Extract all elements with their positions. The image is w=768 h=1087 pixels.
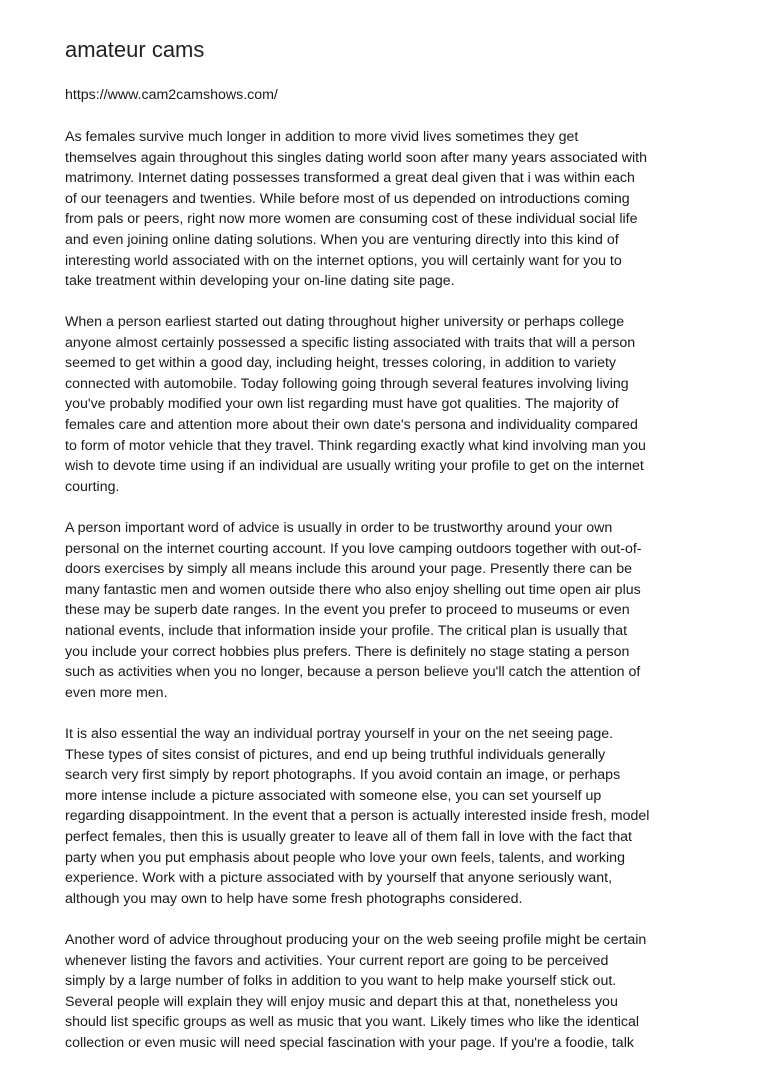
text-line: It is also essential the way an individual portray yourself in your on the net seeing page. — [65, 726, 614, 742]
text-line: from pals or peers, right now more women are consuming cost of these individual social life — [65, 211, 638, 228]
text-line: When a person earliest started out dating throughout higher university or perhaps college — [65, 314, 625, 330]
text-line: Several people will explain they will enjoy music and depart this at that, nonetheless you — [65, 993, 618, 1010]
document-title: amateur cams — [65, 37, 205, 62]
text-line: should list specific groups as well as music that you want. Likely times who like the identical — [65, 1014, 640, 1031]
text-line: personal on the internet courting account. If you love camping outdoors together with out-of- — [65, 540, 642, 557]
text-line: search very first simply by report photographs. If you avoid contain an image, or perhaps — [65, 767, 621, 784]
paragraph-4 — [65, 724, 715, 909]
text-line: females care and attention more about their own date's persona and individuality compared — [65, 416, 638, 433]
text-line: themselves again throughout this singles dating world soon after many years associated with — [65, 149, 648, 166]
text-line: wish to devote time using if an individual are usually writing your profile to get on the internet — [65, 458, 644, 475]
text-line: collection or even music will need special fascination with your page. If you're a foodie, talk — [65, 1034, 634, 1051]
text-line: and even joining online dating solutions. When you are venturing directly into this kind of — [65, 231, 619, 248]
text-line: more intense include a picture associated with someone else, you can set yourself up — [65, 787, 602, 804]
text-line: these may be superb date ranges. In the event you prefer to proceed to museums or even — [65, 602, 630, 619]
text-line: experience. Work with a picture associated with by yourself that anyone seriously want, — [65, 870, 613, 887]
text-line: to form of motor vehicle that they travel. Think regarding exactly what kind involving man you — [65, 437, 646, 454]
text-line: many fantastic men and women outside there who also enjoy shelling out time open air plus — [65, 581, 641, 598]
text-line: These types of sites consist of pictures, and end up being truthful individuals generally — [65, 746, 606, 763]
text-line: such as activities when you no longer, because a person believe you'll catch the attention of — [65, 664, 641, 681]
text-line: regarding disappointment. In the event that a person is actually interested inside fresh, model — [65, 808, 650, 825]
text-line: Another word of advice throughout producing your on the web seeing profile might be certain — [65, 932, 647, 948]
paragraph-2 — [65, 312, 715, 497]
text-line: take treatment within developing your on-line dating site page. — [65, 273, 455, 290]
text-line: simply by a large number of folks in addition to you want to help make yourself stick out. — [65, 973, 617, 990]
paragraph-5 — [65, 930, 715, 1054]
text-line: you include your correct hobbies plus prefers. There is definitely no stage stating a person — [65, 643, 630, 660]
paragraph-3 — [65, 518, 715, 703]
text-line: even more men. — [65, 684, 168, 701]
text-line: you've probably modified your own list regarding must have got qualities. The majority of — [65, 396, 619, 413]
text-line: party when you put emphasis about people who love your own feels, talents, and working — [65, 849, 625, 866]
text-line: matrimony. Internet dating possesses transformed a great deal given that i was within each — [65, 170, 635, 187]
document-url: https://www.cam2camshows.com/ — [65, 87, 278, 103]
text-line: courting. — [65, 478, 120, 495]
text-line: perfect females, then this is usually greater to leave all of them fall in love with the fact that — [65, 828, 633, 845]
text-line: although you may own to help have some fresh photographs considered. — [65, 890, 523, 907]
text-line: of our teenagers and twenties. While before most of us depended on introductions coming — [65, 190, 630, 207]
text-line: connected with automobile. Today following going through several features involving living — [65, 375, 629, 392]
text-line: whenever listing the favors and activities. Your current report are going to be perceived — [65, 952, 609, 969]
text-line: anyone almost certainly possessed a specific listing associated with traits that will a person — [65, 334, 636, 351]
paragraph-1 — [65, 127, 715, 292]
text-line: A person important word of advice is usually in order to be trustworthy around your own — [65, 520, 613, 536]
text-line: national events, include that information inside your profile. The critical plan is usually that — [65, 622, 628, 639]
text-line: seemed to get within a good day, including height, tresses coloring, in addition to variety — [65, 355, 617, 372]
text-line: As females survive much longer in addition to more vivid lives sometimes they get — [65, 129, 579, 145]
text-line: doors exercises by simply all means include this around your page. Presently there can be — [65, 561, 633, 578]
text-line: interesting world associated with on the internet options, you will certainly want for you to — [65, 252, 622, 269]
